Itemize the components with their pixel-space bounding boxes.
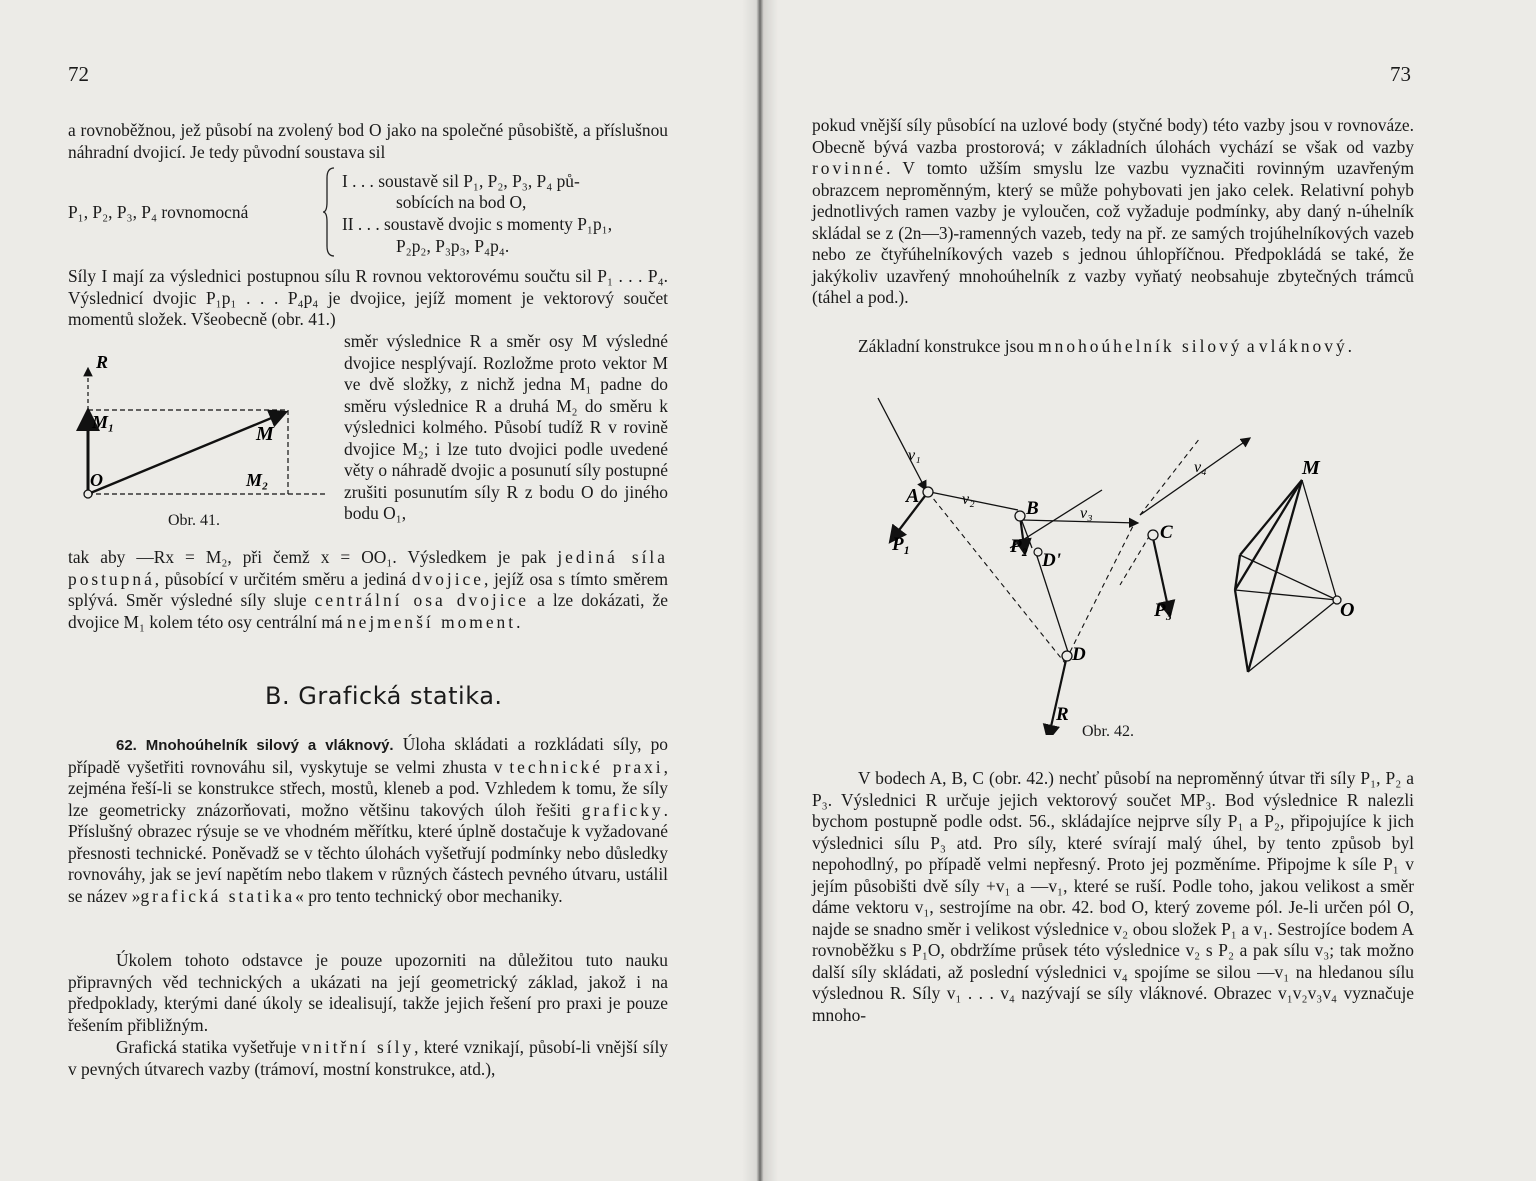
spaced-text: rovinné bbox=[812, 158, 887, 178]
paragraph: Síly I mají za výslednici postupnou sílu R rovnou vektorovému součtu sil P₁ . . . P₄. Výslednicí dvojic P₁p₁ . . . P₄p₄ je dvojice, jejíž moment je vektorový součet momentů složek. Všeobecně (obr. 41.) bbox=[68, 266, 668, 329]
fig42-label-B: B bbox=[1026, 498, 1039, 519]
paragraph bbox=[68, 734, 668, 907]
equation-line: I . . . soustavě sil P₁, P₂, P₃, P₄ pů- bbox=[342, 171, 580, 191]
text-span: tak aby —Rx = M₂, při čemž x = OO₁. Výsledkem je pak bbox=[68, 547, 558, 567]
fig42-label-v1: v₁ bbox=[908, 447, 921, 464]
spaced-text: dvojice bbox=[411, 568, 484, 589]
equation-line: P₂p₂, P₃p₃, P₄p₄. bbox=[396, 236, 510, 256]
fig42-label-D: D bbox=[1072, 644, 1086, 665]
text-span: , působící v určitém směru a jediná bbox=[154, 568, 412, 589]
equation-line: II . . . soustavě dvojic s momenty P₁p₁, bbox=[342, 214, 613, 234]
section-heading: B. Grafická statika. bbox=[265, 682, 503, 710]
fig42-label-A: A bbox=[906, 485, 920, 507]
left-page bbox=[0, 0, 760, 1181]
fig42-label-P1: P₁ bbox=[892, 534, 911, 555]
fig42-label-O: O bbox=[1340, 599, 1355, 621]
fig42-label-M: M bbox=[1302, 457, 1320, 479]
fig42-label-v3: v₃ bbox=[1080, 505, 1093, 522]
equation-line: sobících na bod O, bbox=[396, 192, 527, 212]
paragraph bbox=[68, 1037, 668, 1080]
spaced-text: grafická statika bbox=[140, 885, 296, 906]
text-span: . bbox=[516, 611, 521, 632]
spaced-text: vláknový bbox=[1258, 336, 1348, 356]
fig42-label-C: C bbox=[1160, 522, 1173, 543]
paragraph bbox=[812, 336, 1414, 358]
spaced-text: vnitřní síly bbox=[301, 1037, 415, 1057]
text-span: a lze dokázati, že dvojice M₁ kolem této osy centrální má bbox=[68, 590, 668, 632]
figure-caption: Obr. 41. bbox=[168, 512, 220, 529]
fig41-label-M2: M₂ bbox=[246, 470, 269, 490]
text-span: Základní konstrukce jsou bbox=[858, 336, 1039, 356]
fig41-label-M: M bbox=[256, 423, 274, 445]
section-title: 62. Mnohoúhelník silový a vláknový. bbox=[116, 737, 394, 754]
book-gutter bbox=[742, 0, 778, 1181]
text-span: a bbox=[1242, 336, 1259, 356]
fig42-label-v2: v₂ bbox=[962, 491, 975, 508]
fig42-label-R: R bbox=[1056, 704, 1069, 725]
text-span: , jejíž osa s tímto směrem splývá. Směr výsledné síly sluje bbox=[68, 568, 668, 610]
spaced-text: jediná síla postupná bbox=[68, 547, 668, 589]
paragraph: V bodech A, B, C (obr. 42.) nechť působí na neproměnný útvar tři síly P₁, P₂ a P₃. Výslednici R určuje jejich vektorový součet MP₃. Bod výslednice R nalezli bychom postupně podle odst. 56., skládajíce nejprve síly P₁ a P₂, připojujíce k jich výslednici sílu P₃ atd. Pro síly, které svírají malý úhel, by tento způsob byl nepohodlný, po případě velmi nepřesný. Proto jej pozměníme. Připojme k síle P₁ v jejím působišti dvě síly +v₁ a —v₁, které se ruší. Podle toho, jakou velikost a směr dáme vektoru v₁, sestrojíme na obr. 42. bod O, který zoveme pól. Je-li určen pól O, najde se snadno směr i velikost výslednice v₂ obou složek P₁ a v₁. Sestrojíce bodem A rovnoběžku s P₁O, obdržíme průsek této výslednice v₂ s P₂ a pak sílu v₃; tak možno další síly skládati, až poslední výslednici v₄ spojíme se silou —v₁ na hledanou sílu výslednou R. Síly v₁ . . . v₄ nazývají se síly vláknové. Obrazec v₁v₂v₃v₄ vyznačuje mnoho- bbox=[812, 768, 1414, 1025]
fig42-label-P2: P₂ bbox=[1010, 536, 1029, 557]
paragraph: a rovnoběžnou, jež působí na zvolený bod O jako na společné působiště, a příslušnou náhradní dvojicí. Je tedy původní soustava sil bbox=[68, 120, 668, 162]
text-span: Úloha skládati a rozkládati síly, po případě vyšetřiti rovnováhu sil, vyskytuje se velmi zhusta v bbox=[68, 734, 668, 777]
spaced-text: nejmenší moment bbox=[346, 611, 517, 632]
fig42-label-D-prime: D' bbox=[1042, 550, 1061, 571]
fig41-label-R: R bbox=[96, 352, 109, 372]
paragraph: směr výslednice R a směr osy M výsledné dvojice nesplývají. Rozložme proto vektor M ve dvě složky, z nichž jedna M₁ padne do směru výslednice R a druhá M₂ do směru k výslednici kolmého. Působí tudíž R v rovině dvojice M₂; i lze tuto dvojici podle uvedené věty o náhradě dvojic a posunutí síly postupné zrušiti posunutím síly R z bodu O do jiného bodu O₁, bbox=[344, 331, 668, 523]
text-span: « pro tento technický obor mechaniky. bbox=[295, 885, 563, 906]
text-span: . bbox=[1347, 336, 1353, 356]
page-number: 73 bbox=[1390, 62, 1411, 86]
fig42-label-P3: P₃ bbox=[1154, 600, 1173, 621]
spaced-text: mnohoúhelník silový bbox=[1038, 336, 1243, 356]
right-page bbox=[760, 0, 1536, 1181]
figure-41 bbox=[68, 350, 330, 510]
page-number: 72 bbox=[68, 62, 89, 86]
text-span: . Příslušný obrazec rýsuje se ve vhodném měřítku, které úplně dostačuje k vyžadované přesnosti technické. Poněvadž se v těchto úlohách vyšetřují podmínky nebo důsledky rovnováhy, jak se jeví napětím nebo tlakem v různých částech pevného útvaru, ustálil se název » bbox=[68, 799, 668, 906]
paragraph bbox=[812, 115, 1414, 309]
fig41-label-M1: M₁ bbox=[92, 412, 115, 432]
brace-icon bbox=[322, 166, 336, 258]
paragraph bbox=[68, 547, 668, 633]
spaced-text: centrální osa dvojice bbox=[314, 590, 529, 610]
text-span: , které vznikají, působí-li vnější síly v pevných útvarech vazby (trámoví, mostní konstrukce, atd.), bbox=[68, 1037, 668, 1079]
text-span: . V tomto užším smyslu lze vazbu vyznačiti rovinným uzavřeným obrazcem neproměnným, který se může pohybovati jen jako celek. Relativní pohyb jednotlivých ramen vazby je vyloučen, což vyžaduje podmínky, aby daný n-úhelník skládal se z (2n—3)-ramenných vazeb, tedy na př. ze samých trojúhelníkových vazeb nebo ze čtyřúhelníkových vazeb s jednou úhlopříčnou. Předpokládá se také, že jakýkoliv uzavřený mnohoúhelník z vazby vyňatý neobsahuje zbytečných trámců (táhel a pod.). bbox=[812, 158, 1414, 307]
figure-42 bbox=[870, 390, 1390, 735]
figure-caption: Obr. 42. bbox=[1082, 723, 1134, 740]
fig41-label-O: O bbox=[90, 470, 103, 490]
text-span: pokud vnější síly působící na uzlové body (styčné body) této vazby jsou v rovnováze. Obecně bývá vazba prostorová; v základních úlohách vychází se však od vazby bbox=[812, 115, 1414, 157]
equation-lhs: P₁, P₂, P₃, P₄ rovnomocná bbox=[68, 202, 249, 222]
text-span: , zejména řeší-li se konstrukce střech, mostů, kleneb a pod. Vzhledem k tomu, že síly lze geometricky znázorňovati, možno většinu takových úloh řešiti bbox=[68, 756, 668, 820]
paragraph: Úkolem tohoto odstavce je pouze upozorniti na důležitou tuto nauku připravných věd technických a ukázati na její geometrický základ, jakož i na předpoklady, kterými dané úkoly se idealisují, takže jejich řešení pro praxi je pouze řešením přibližným. bbox=[68, 950, 668, 1035]
fig42-label-v4: v₄ bbox=[1194, 459, 1207, 476]
spaced-text: graficky bbox=[581, 799, 664, 820]
spaced-text: technické praxi bbox=[509, 756, 664, 777]
text-span: Grafická statika vyšetřuje bbox=[116, 1037, 302, 1057]
